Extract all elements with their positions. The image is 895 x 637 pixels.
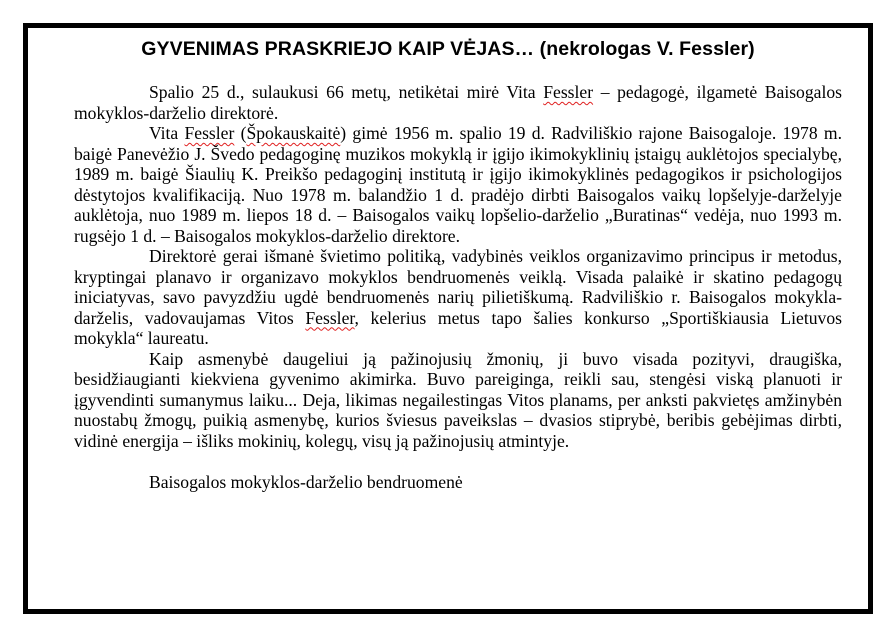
document-body — [74, 82, 842, 492]
text-segment: – pedagogė, ilgametė Baisogalos mokyklos-darželio direktorė. — [74, 82, 842, 123]
paragraph-3 — [74, 246, 842, 349]
document-title: GYVENIMAS PRASKRIEJO KAIP VĖJAS… (nekrologas V. Fessler) — [141, 38, 755, 60]
text-segment: ( — [234, 123, 247, 143]
text-segment: Spalio 25 d., sulaukusi 66 metų, netikėtai mirė Vita — [149, 82, 544, 102]
signature: Baisogalos mokyklos-darželio bendruomenė — [149, 471, 463, 492]
text-segment: Direktorė gerai išmanė švietimo politiką, vadybinės veiklos organizavimo principus ir metodus, kryptingai planavo ir organizavo mokyklos bendruomenės veiklą. Visada palaikė ir skatino pedagogų iniciatyvas, savo pavyzdžiu ugdė bendruomenės narių pilietiškumą. Radviliškio r. Baisogalos mokykla-darželis, vadovaujamas Vitos — [74, 246, 842, 328]
spellcheck-word: Fessler — [305, 307, 355, 328]
spellcheck-word: Špokauskaitė — [246, 123, 341, 143]
spellcheck-word: Fessler — [184, 123, 235, 143]
text-segment: ) gimė 1956 m. spalio 19 d. Radviliškio rajone Baisogaloje. 1978 m. baigė Panevėžio J. Švedo pedagoginę muzikos mokyklą ir įgijo ikimokyklinių įstaigų auklėtojos specialybę, 1989 m. baigė Šiaulių K. Preikšo pedagoginį institutą ir įgijo ikimokyklinės pedagogikos ir psichologijos dėstytojos kvalifikaciją. Nuo 1978 m. balandžio 1 d. pradėjo dirbti Baisogalos vaikų lopšelyje-darželyje auklėtoja, nuo 1989 m. liepos 18 d. – Baisogalos vaikų lopšelio-darželio „Buratinas“ vedėja, nuo 1993 m. rugsėjo 1 d. – Baisogalos mokyklos-darželio direktore. — [74, 123, 842, 246]
text-segment: Vita — [149, 123, 185, 143]
document-frame — [23, 23, 873, 614]
spellcheck-word: Fessler — [543, 82, 594, 102]
text-segment: , kelerius metus tapo šalies konkurso „Sportiškiausia Lietuvos mokykla“ laureatu. — [74, 307, 842, 348]
text-segment: Kaip asmenybė daugeliui ją pažinojusių žmonių, ji buvo visada pozityvi, draugiška, besidžiaugianti kiekviena gyvenimo akimirka. Buvo pareiginga, reikli sau, stengėsi viską planuoti ir įgyvendinti sumanymus laiku... Deja, likimas negailestingas Vitos planams, per anksti pakvietęs amžinybėn nuostabų žmogų, puikią asmenybę, kurios šviesus paveikslas – dvasios stiprybė, beribis gebėjimas dirbti, vidinė energija – išliks mokinių, kolegų, visų ją pažinojusių atmintyje. — [74, 348, 842, 451]
paragraph-2 — [74, 123, 842, 246]
paragraph-1 — [74, 82, 842, 123]
paragraph-4 — [74, 349, 842, 452]
